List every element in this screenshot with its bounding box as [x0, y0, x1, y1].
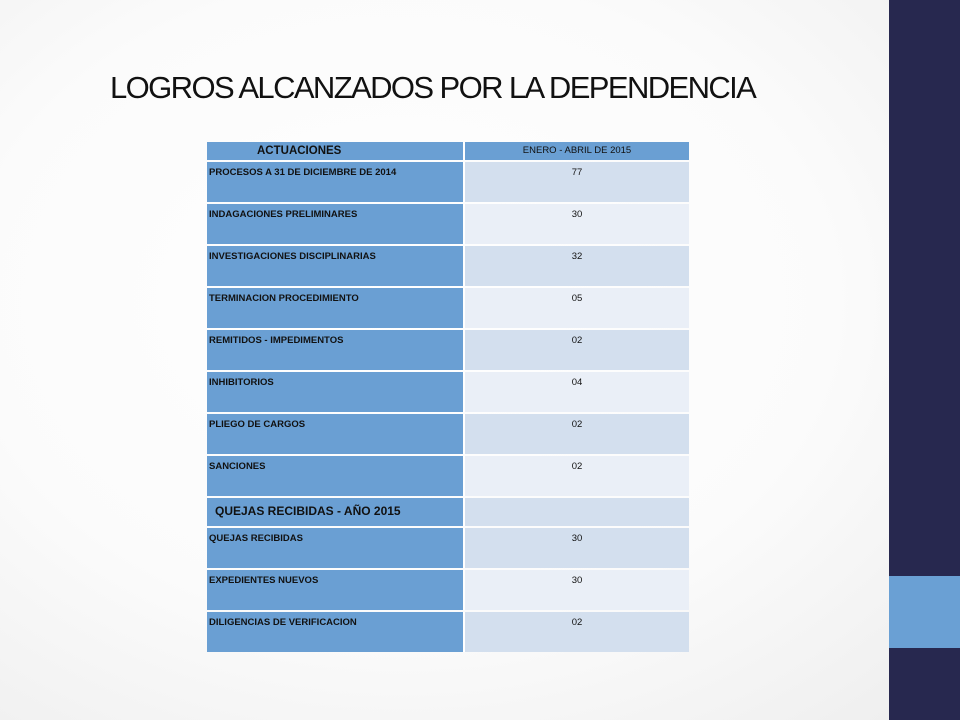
- section-title: QUEJAS RECIBIDAS - AÑO 2015: [207, 498, 465, 526]
- table-row: [207, 162, 689, 202]
- row-value: 32: [465, 246, 689, 286]
- table-row: [207, 288, 689, 328]
- table-row: [207, 330, 689, 370]
- right-sidebar-band: [889, 0, 960, 720]
- row-value: 02: [465, 456, 689, 496]
- table-header-row: [207, 142, 689, 160]
- row-label: INDAGACIONES PRELIMINARES: [207, 204, 465, 244]
- row-label: TERMINACION PROCEDIMIENTO: [207, 288, 465, 328]
- row-value: 30: [465, 528, 689, 568]
- row-label: QUEJAS RECIBIDAS: [207, 528, 465, 568]
- table-row: [207, 528, 689, 568]
- header-actuaciones: ACTUACIONES: [207, 142, 465, 160]
- section-header-row: [207, 498, 689, 526]
- row-value: 02: [465, 612, 689, 652]
- row-label: SANCIONES: [207, 456, 465, 496]
- row-label: INHIBITORIOS: [207, 372, 465, 412]
- table-row: [207, 570, 689, 610]
- row-label: INVESTIGACIONES DISCIPLINARIAS: [207, 246, 465, 286]
- table-row: [207, 414, 689, 454]
- row-label: EXPEDIENTES NUEVOS: [207, 570, 465, 610]
- row-value: 30: [465, 204, 689, 244]
- table-row: [207, 612, 689, 652]
- row-value: 30: [465, 570, 689, 610]
- table-row: [207, 456, 689, 496]
- achievements-table: [207, 140, 689, 654]
- row-value: 04: [465, 372, 689, 412]
- table-row: [207, 246, 689, 286]
- row-label: REMITIDOS - IMPEDIMENTOS: [207, 330, 465, 370]
- row-value: 02: [465, 414, 689, 454]
- section-empty-cell: [465, 498, 689, 526]
- row-value: 77: [465, 162, 689, 202]
- sidebar-accent-block: [889, 576, 960, 648]
- row-label: PLIEGO DE CARGOS: [207, 414, 465, 454]
- row-value: 02: [465, 330, 689, 370]
- slide-title: LOGROS ALCANZADOS POR LA DEPENDENCIA: [110, 70, 756, 105]
- table-row: [207, 372, 689, 412]
- row-label: PROCESOS A 31 DE DICIEMBRE DE 2014: [207, 162, 465, 202]
- header-period: ENERO - ABRIL DE 2015: [465, 142, 689, 160]
- row-value: 05: [465, 288, 689, 328]
- table-row: [207, 204, 689, 244]
- row-label: DILIGENCIAS DE VERIFICACION: [207, 612, 465, 652]
